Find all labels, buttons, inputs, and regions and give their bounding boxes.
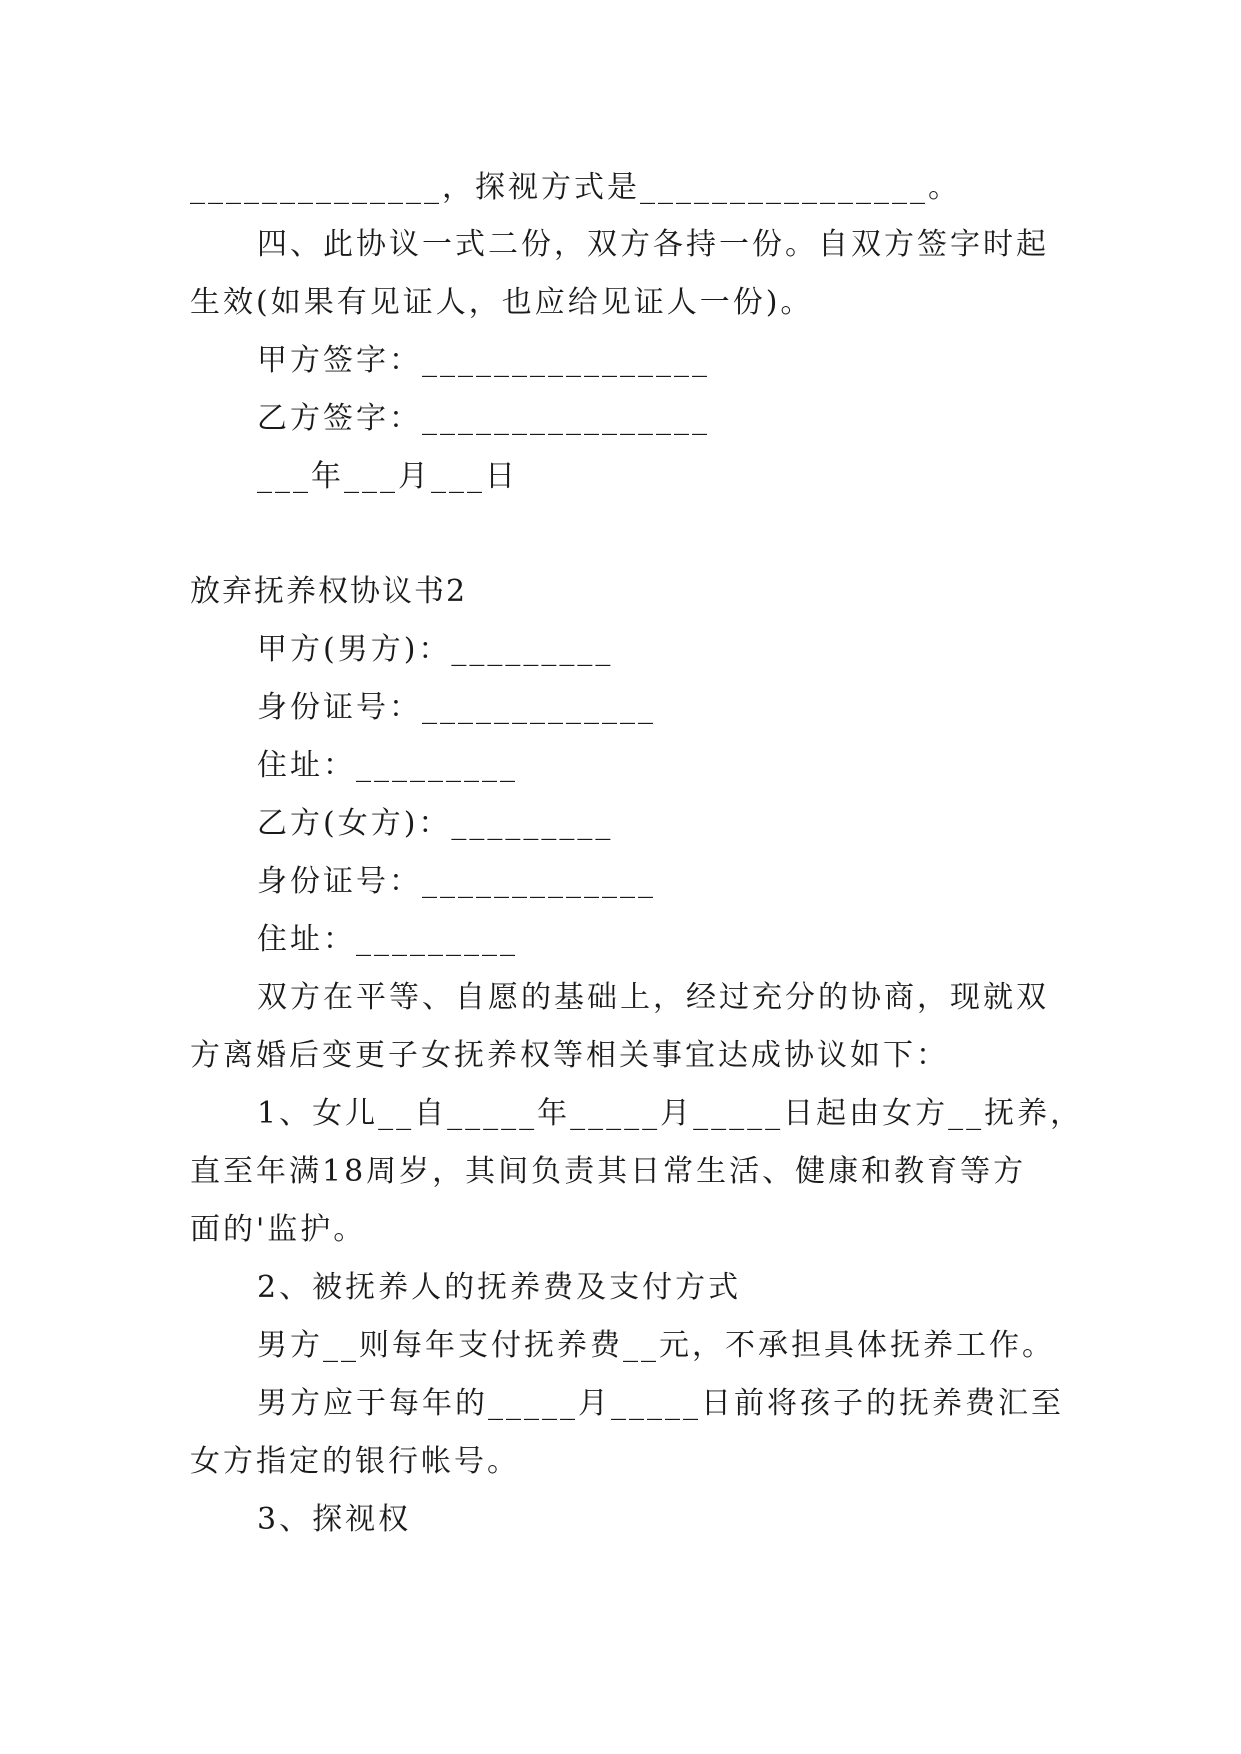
party-a-name: 甲方(男方)：_________ [257,632,614,667]
clause-three-heading: 3、探视权 [257,1502,412,1537]
clause-two-heading: 2、被抚养人的抚养费及支付方式 [257,1270,742,1305]
party-b-id: 身份证号：_____________ [257,864,656,899]
clause-one-line3: 面的'监护。 [190,1212,367,1247]
party-b-signature: 乙方签字：________________ [257,401,710,436]
clause-four-line2: 生效(如果有见证人，也应给见证人一份)。 [190,285,814,320]
clause-one-line1: 1、女儿__自_____年_____月_____日起由女方__抚养， [257,1096,1084,1131]
preamble-line2: 方离婚后变更子女抚养权等相关事宜达成协议如下： [190,1038,949,1073]
party-a-signature: 甲方签字：________________ [257,343,710,378]
clause-one-line2: 直至年满18周岁，其间负责其日常生活、健康和教育等方 [190,1154,1027,1189]
clause-two-payment: 男方__则每年支付抚养费__元，不承担具体抚养工作。 [257,1328,1055,1363]
party-a-address: 住址：_________ [257,748,518,783]
date-line: ___年___月___日 [257,459,518,494]
clause-two-deadline-line1: 男方应于每年的_____月_____日前将孩子的抚养费汇至 [257,1386,1064,1421]
party-b-name: 乙方(女方)：_________ [257,806,614,841]
clause-four-line1: 四、此协议一式二份，双方各持一份。自双方签字时起 [257,227,1049,262]
party-a-id: 身份证号：_____________ [257,690,656,725]
preamble-line1: 双方在平等、自愿的基础上，经过充分的协商，现就双 [257,980,1049,1015]
party-b-address: 住址：_________ [257,922,518,957]
clause-two-deadline-line2: 女方指定的银行帐号。 [190,1444,520,1479]
agreement-title: 放弃抚养权协议书2 [190,574,468,609]
visitation-line: ______________，探视方式是________________。 [190,170,961,205]
